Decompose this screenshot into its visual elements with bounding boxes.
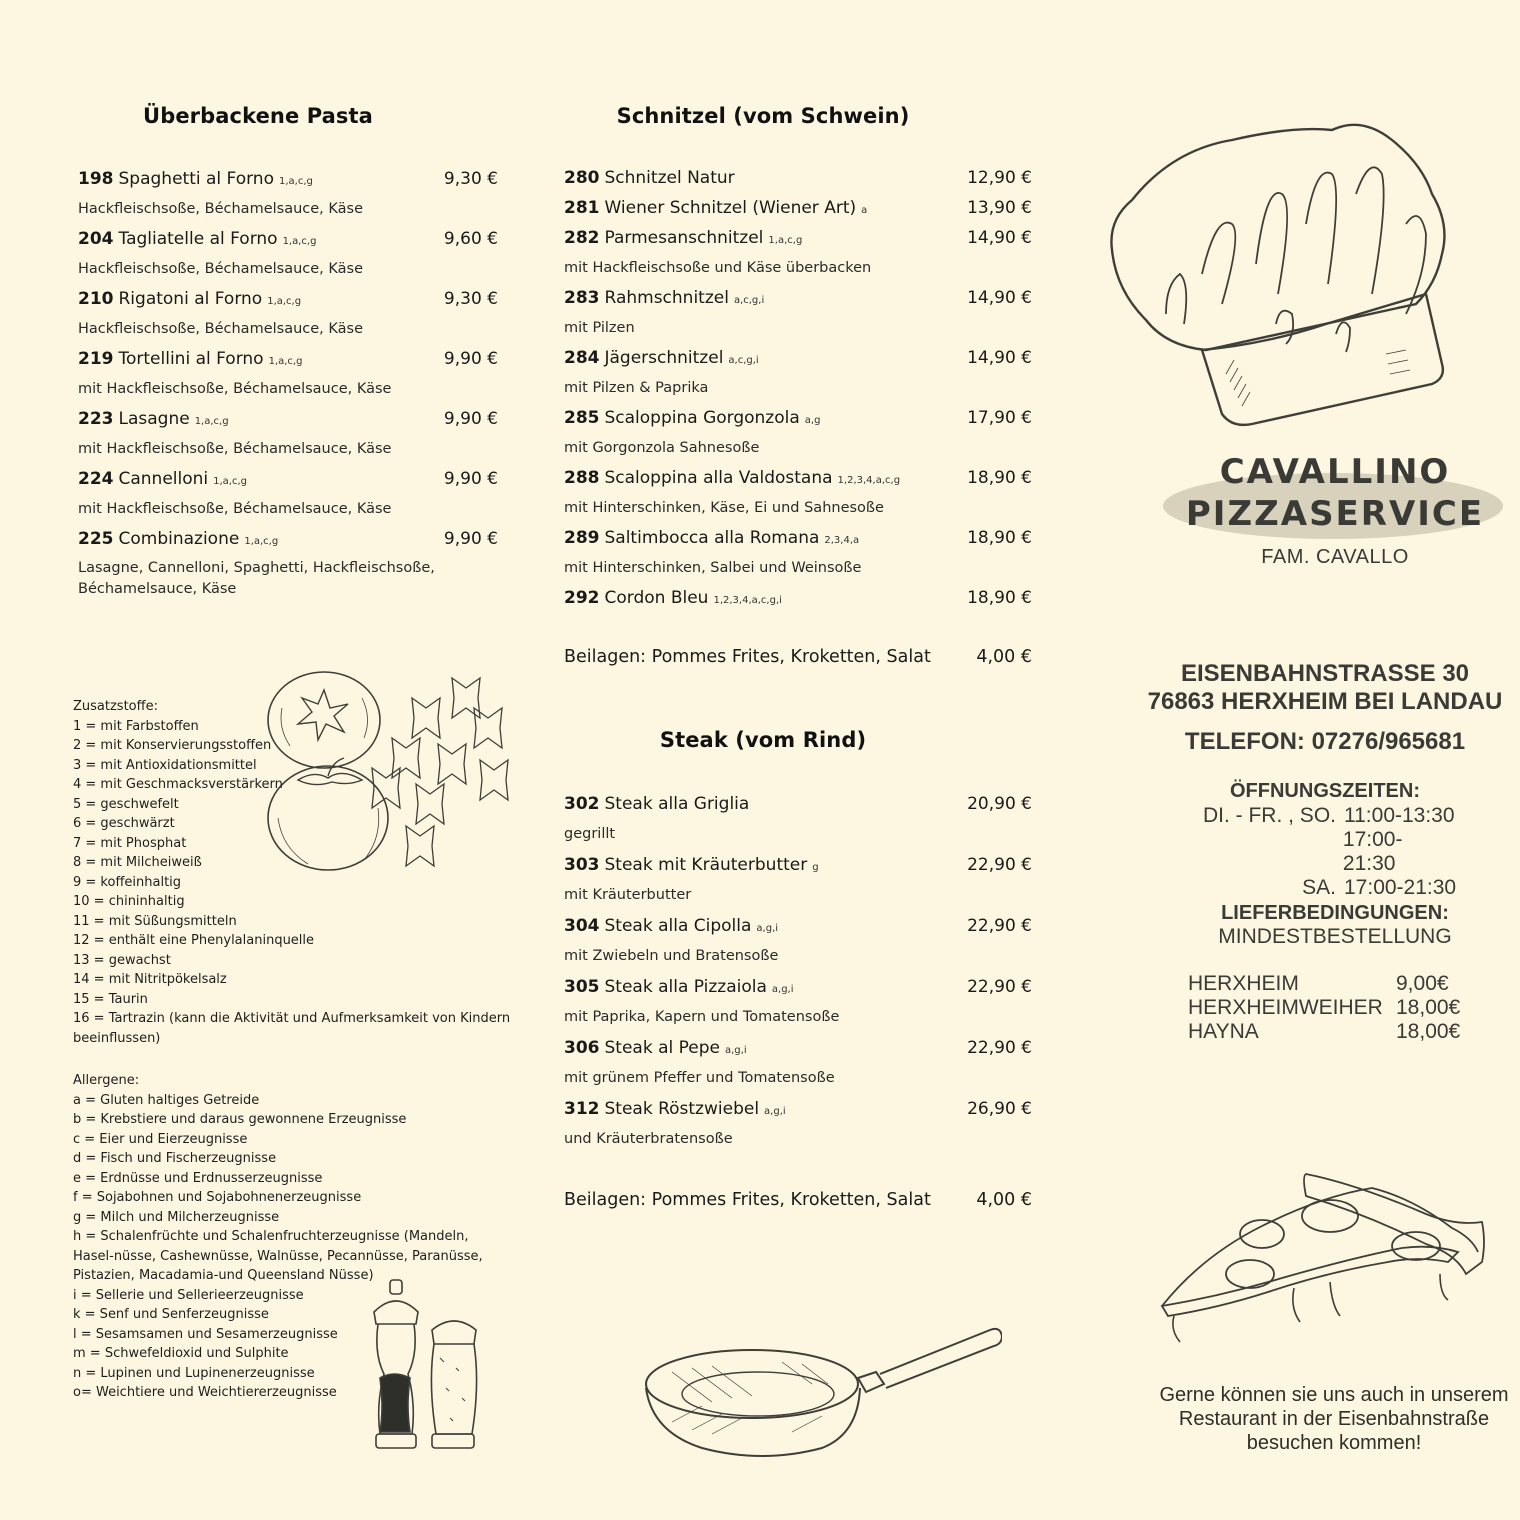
item-allergens: 1,a,c,g (194, 416, 229, 427)
item-number: 284 (564, 348, 600, 368)
menu-item (564, 283, 1032, 313)
hours-time: 17:00- 21:30 (1342, 828, 1403, 875)
sides-label: Beilagen: Pommes Frites, Kroketten, Salat (564, 647, 931, 667)
delivery-row (1188, 996, 1478, 1020)
item-number: 223 (78, 409, 114, 429)
item-description: Hackfleischsoße, Béchamelsauce, Käse (78, 201, 364, 217)
delivery-place: HERXHEIM (1188, 972, 1299, 995)
visit-line-1: Gerne können sie uns auch in unserem (1159, 1384, 1509, 1406)
menu-item (78, 464, 498, 494)
item-allergens: 1,a,c,g (244, 536, 279, 547)
visit-line-2: Restaurant in der Eisenbahnstraße (1178, 1408, 1490, 1430)
delivery-table (1188, 972, 1478, 1044)
item-allergens: 1,a,c,g (267, 296, 302, 307)
salt-pepper-shaker-icon (366, 1278, 486, 1458)
item-name: Scaloppina Gorgonzola (604, 408, 800, 428)
item-description: mit Hinterschinken, Käse, Ei und Sahnesoße (564, 500, 884, 516)
item-description: Hackfleischsoße, Béchamelsauce, Käse (78, 321, 364, 337)
schnitzel-menu (564, 163, 1032, 613)
item-allergens: a,g,i (771, 984, 794, 995)
item-allergens: 1,a,c,g (282, 236, 317, 247)
item-number: 289 (564, 528, 600, 548)
item-number: 280 (564, 168, 600, 188)
additive-item: 6 = geschwärzt (73, 816, 175, 831)
item-description: Lasagne, Cannelloni, Spaghetti, Hackfleischsoße, Béchamelsauce, Käse (78, 560, 435, 597)
item-number: 305 (564, 977, 600, 997)
hours-days: SA. (1302, 876, 1336, 899)
item-number: 302 (564, 794, 600, 814)
delivery-row (1188, 1020, 1478, 1044)
item-name: Steak alla Griglia (604, 794, 750, 814)
item-price: 26,90 € (967, 1099, 1032, 1119)
steak-section-title: Steak (vom Rind) (659, 728, 867, 752)
item-number: 204 (78, 229, 114, 249)
delivery-min: 9,00€ (1396, 972, 1449, 995)
item-name: Cordon Bleu (604, 588, 709, 608)
additive-item: 16 = Tartrazin (kann die Aktivität und Aufmerksamkeit von Kindern beeinflussen) (73, 1011, 511, 1046)
item-number: 312 (564, 1099, 600, 1119)
item-allergens: a,g,i (724, 1045, 747, 1056)
brand-family: FAM. CAVALLO (1261, 546, 1409, 568)
item-description: mit Kräuterbutter (564, 887, 692, 903)
item-description: mit Paprika, Kapern und Tomatensoße (564, 1009, 840, 1025)
item-allergens: g (812, 862, 819, 873)
pasta-section-title: Überbackene Pasta (143, 104, 373, 128)
allergens-title: Allergene: (73, 1073, 140, 1088)
item-name: Lasagne (118, 409, 190, 429)
menu-item (564, 343, 1032, 373)
item-description: Hackfleischsoße, Béchamelsauce, Käse (78, 261, 364, 277)
item-number: 198 (78, 169, 114, 189)
item-price: 9,30 € (443, 169, 498, 189)
item-allergens: 1,a,c,g (278, 176, 313, 187)
item-price: 13,90 € (967, 198, 1032, 218)
item-number: 288 (564, 468, 600, 488)
item-allergens: 1,a,c,g (268, 356, 303, 367)
menu-item (78, 164, 498, 194)
item-price: 18,90 € (967, 528, 1032, 548)
item-name: Tortellini al Forno (118, 349, 264, 369)
item-description: mit Gorgonzola Sahnesoße (564, 440, 760, 456)
additive-item: 4 = mit Geschmacksverstärkern (73, 777, 283, 792)
allergen-item: l = Sesamsamen und Sesamerzeugnisse (73, 1326, 338, 1342)
schnitzel-section-title: Schnitzel (vom Schwein) (616, 104, 910, 128)
item-name: Steak Röstzwiebel (604, 1099, 760, 1119)
menu-item (564, 403, 1032, 433)
menu-item (78, 344, 498, 374)
menu-item (564, 1094, 1032, 1124)
hours-days: DI. - FR. , SO. (1202, 804, 1336, 827)
item-description: mit Pilzen & Paprika (564, 380, 709, 396)
item-description: mit grünem Pfeffer und Tomatensoße (564, 1070, 835, 1086)
delivery-place: HERXHEIMWEIHER (1188, 996, 1383, 1019)
item-allergens: 1,a,c,g (213, 476, 248, 487)
item-price: 18,90 € (967, 588, 1032, 608)
steak-menu (564, 789, 1032, 1154)
item-name: Wiener Schnitzel (Wiener Art) (604, 198, 857, 218)
item-allergens: a (861, 205, 868, 216)
additive-item: 12 = enthält eine Phenylalaninquelle (73, 933, 315, 948)
item-price: 14,90 € (967, 348, 1032, 368)
delivery-min: 18,00€ (1396, 1020, 1461, 1043)
item-name: Rahmschnitzel (604, 288, 729, 308)
menu-item (564, 523, 1032, 553)
additive-item: 13 = gewachst (73, 952, 171, 968)
additives-legend (73, 697, 513, 1048)
menu-item (564, 972, 1032, 1002)
hours-row (1180, 828, 1460, 876)
item-allergens: a,c,g,i (728, 355, 759, 366)
item-allergens: 1,2,3,4,a,c,g (837, 475, 901, 486)
allergen-item: k = Senf und Senferzeugnisse (73, 1307, 269, 1322)
steak-sides (564, 1185, 1032, 1215)
sides-label: Beilagen: Pommes Frites, Kroketten, Salat (564, 1190, 931, 1210)
additive-item: 1 = mit Farbstoffen (73, 718, 199, 734)
item-price: 12,90 € (967, 168, 1032, 188)
item-allergens: a,c,g,i (733, 295, 765, 306)
hours-days (1180, 828, 1343, 876)
allergen-item: g = Milch und Milcherzeugnisse (73, 1209, 280, 1225)
allergen-item: h = Schalenfrüchte und Schalenfruchterzeugnisse (Mandeln, Hasel-nüsse, Cashewnüsse, Walnüsse, Pecannüsse, Paranüsse, Pistazien, Macadamia-und Queensland Nüsse) (73, 1229, 483, 1283)
allergen-item: m = Schwefeldioxid und Sulphite (73, 1346, 289, 1361)
menu-item (564, 789, 1032, 819)
item-name: Saltimbocca alla Romana (604, 528, 820, 548)
item-name: Scaloppina alla Valdostana (604, 468, 833, 488)
item-allergens: 1,2,3,4,a,c,g,i (713, 595, 782, 606)
hours-row (1180, 804, 1460, 828)
additive-item: 7 = mit Phosphat (73, 835, 187, 851)
item-number: 304 (564, 916, 600, 936)
sides-price: 4,00 € (976, 647, 1032, 667)
allergen-item: n = Lupinen und Lupinenerzeugnisse (73, 1365, 315, 1381)
allergen-item: b = Krebstiere und daraus gewonnene Erzeugnisse (73, 1112, 407, 1127)
menu-item (564, 1033, 1032, 1063)
item-price: 9,90 € (443, 409, 498, 429)
item-price: 9,60 € (443, 229, 498, 249)
item-allergens: a,g,i (764, 1106, 786, 1117)
visit-line-3: besuchen kommen! (1246, 1432, 1422, 1454)
hours-time: 11:00-13:30 (1344, 804, 1455, 827)
item-name: Steak alla Pizzaiola (604, 977, 767, 997)
additive-item: 8 = mit Milcheiweiß (73, 855, 202, 870)
item-price: 14,90 € (967, 228, 1032, 248)
item-name: Combinazione (118, 529, 240, 549)
item-description: mit Hackfleischsoße, Béchamelsauce, Käse (78, 441, 392, 457)
item-number: 282 (564, 228, 600, 248)
delivery-title: LIEFERBEDINGUNGEN: (1221, 902, 1449, 924)
sides-price: 4,00 € (976, 1190, 1032, 1210)
item-price: 14,90 € (967, 288, 1032, 308)
menu-item (78, 284, 498, 314)
additives-title: Zusatzstoffe: (73, 699, 158, 714)
hours-row (1180, 876, 1460, 900)
hours-title: ÖFFNUNGSZEITEN: (1230, 780, 1420, 802)
allergen-item: e = Erdnüsse und Erdnusserzeugnisse (73, 1170, 323, 1186)
item-price: 9,30 € (443, 289, 498, 309)
brand-name-line1: CAVALLINO (1219, 452, 1451, 492)
item-price: 17,90 € (967, 408, 1032, 428)
item-number: 224 (78, 469, 114, 489)
item-number: 303 (564, 855, 600, 875)
schnitzel-sides (564, 642, 1032, 672)
chef-hat-icon (1106, 114, 1456, 439)
allergen-item: a = Gluten haltiges Getreide (73, 1092, 260, 1108)
allergen-item: i = Sellerie und Sellerieerzeugnisse (73, 1287, 304, 1303)
item-name: Cannelloni (118, 469, 209, 489)
allergen-item: c = Eier und Eierzeugnisse (73, 1131, 248, 1147)
visit-us-text (1124, 1383, 1520, 1455)
frying-pan-icon (632, 1322, 1002, 1462)
item-name: Jägerschnitzel (604, 348, 724, 368)
item-name: Spaghetti al Forno (118, 169, 274, 189)
pasta-menu (78, 164, 498, 600)
brand-name-line2: PIZZASERVICE (1185, 494, 1485, 534)
item-description: gegrillt (564, 826, 616, 842)
menu-item (78, 404, 498, 434)
menu-item (564, 850, 1032, 880)
item-description: mit Hackfleischsoße, Béchamelsauce, Käse (78, 501, 392, 517)
item-description: mit Pilzen (564, 320, 635, 336)
delivery-subtitle: MINDESTBESTELLUNG (1218, 925, 1452, 948)
item-name: Steak alla Cipolla (604, 916, 752, 936)
item-price: 18,90 € (967, 468, 1032, 488)
item-description: mit Hinterschinken, Salbei und Weinsoße (564, 560, 862, 576)
menu-item (564, 911, 1032, 941)
opening-hours (1180, 804, 1460, 900)
allergen-item: d = Fisch und Fischerzeugnisse (73, 1151, 277, 1166)
allergen-item: o= Weichtiere und Weichtiererzeugnisse (73, 1385, 337, 1400)
item-number: 292 (564, 588, 600, 608)
additive-item: 3 = mit Antioxidationsmittel (73, 757, 257, 773)
item-price: 20,90 € (967, 794, 1032, 814)
delivery-row (1188, 972, 1478, 996)
additive-item: 11 = mit Süßungsmitteln (73, 913, 237, 929)
allergen-item: f = Sojabohnen und Sojabohnenerzeugnisse (73, 1190, 362, 1205)
item-allergens: 2,3,4,a (824, 535, 860, 546)
additive-item: 14 = mit Nitritpökelsalz (73, 972, 227, 987)
menu-item (78, 524, 498, 554)
item-allergens: a,g (804, 415, 821, 426)
item-number: 210 (78, 289, 114, 309)
item-price: 22,90 € (967, 977, 1032, 997)
item-allergens: 1,a,c,g (768, 235, 803, 246)
pizza-slice-icon (1154, 1166, 1488, 1346)
item-allergens: a,g,i (756, 923, 779, 934)
additive-item: 15 = Taurin (73, 991, 148, 1007)
contact-city: 76863 HERXHEIM BEI LANDAU (1147, 688, 1503, 715)
item-number: 219 (78, 349, 114, 369)
item-number: 225 (78, 529, 114, 549)
item-number: 281 (564, 198, 600, 218)
additive-item: 10 = chininhaltig (73, 894, 185, 909)
additive-item: 2 = mit Konservierungsstoffen (73, 738, 272, 753)
menu-item (564, 463, 1032, 493)
item-name: Parmesanschnitzel (604, 228, 764, 248)
item-price: 22,90 € (967, 916, 1032, 936)
delivery-place: HAYNA (1188, 1020, 1259, 1043)
additive-item: 9 = koffeinhaltig (73, 874, 182, 890)
item-number: 283 (564, 288, 600, 308)
item-price: 9,90 € (443, 469, 498, 489)
item-price: 22,90 € (967, 1038, 1032, 1058)
item-description: mit Hackfleischsoße und Käse überbacken (564, 260, 872, 276)
item-description: mit Hackfleischsoße, Béchamelsauce, Käse (78, 381, 392, 397)
item-description: und Kräuterbratensoße (564, 1131, 733, 1147)
menu-item (564, 583, 1032, 613)
item-price: 9,90 € (443, 349, 498, 369)
item-price: 9,90 € (443, 529, 498, 549)
item-name: Schnitzel Natur (604, 168, 735, 188)
hours-time: 17:00-21:30 (1344, 876, 1457, 899)
delivery-min: 18,00€ (1396, 996, 1461, 1019)
contact-phone: TELEFON: 07276/965681 (1184, 728, 1466, 755)
menu-item (564, 163, 1032, 193)
menu-item (78, 224, 498, 254)
item-name: Tagliatelle al Forno (118, 229, 278, 249)
item-number: 285 (564, 408, 600, 428)
contact-street: EISENBAHNSTRASSE 30 (1180, 660, 1470, 687)
menu-item (564, 193, 1032, 223)
item-description: mit Zwiebeln und Bratensoße (564, 948, 779, 964)
item-name: Steak mit Kräuterbutter (604, 855, 808, 875)
item-number: 306 (564, 1038, 600, 1058)
item-price: 22,90 € (967, 855, 1032, 875)
additive-item: 5 = geschwefelt (73, 796, 179, 812)
item-name: Rigatoni al Forno (118, 289, 263, 309)
item-name: Steak al Pepe (604, 1038, 720, 1058)
menu-item (564, 223, 1032, 253)
